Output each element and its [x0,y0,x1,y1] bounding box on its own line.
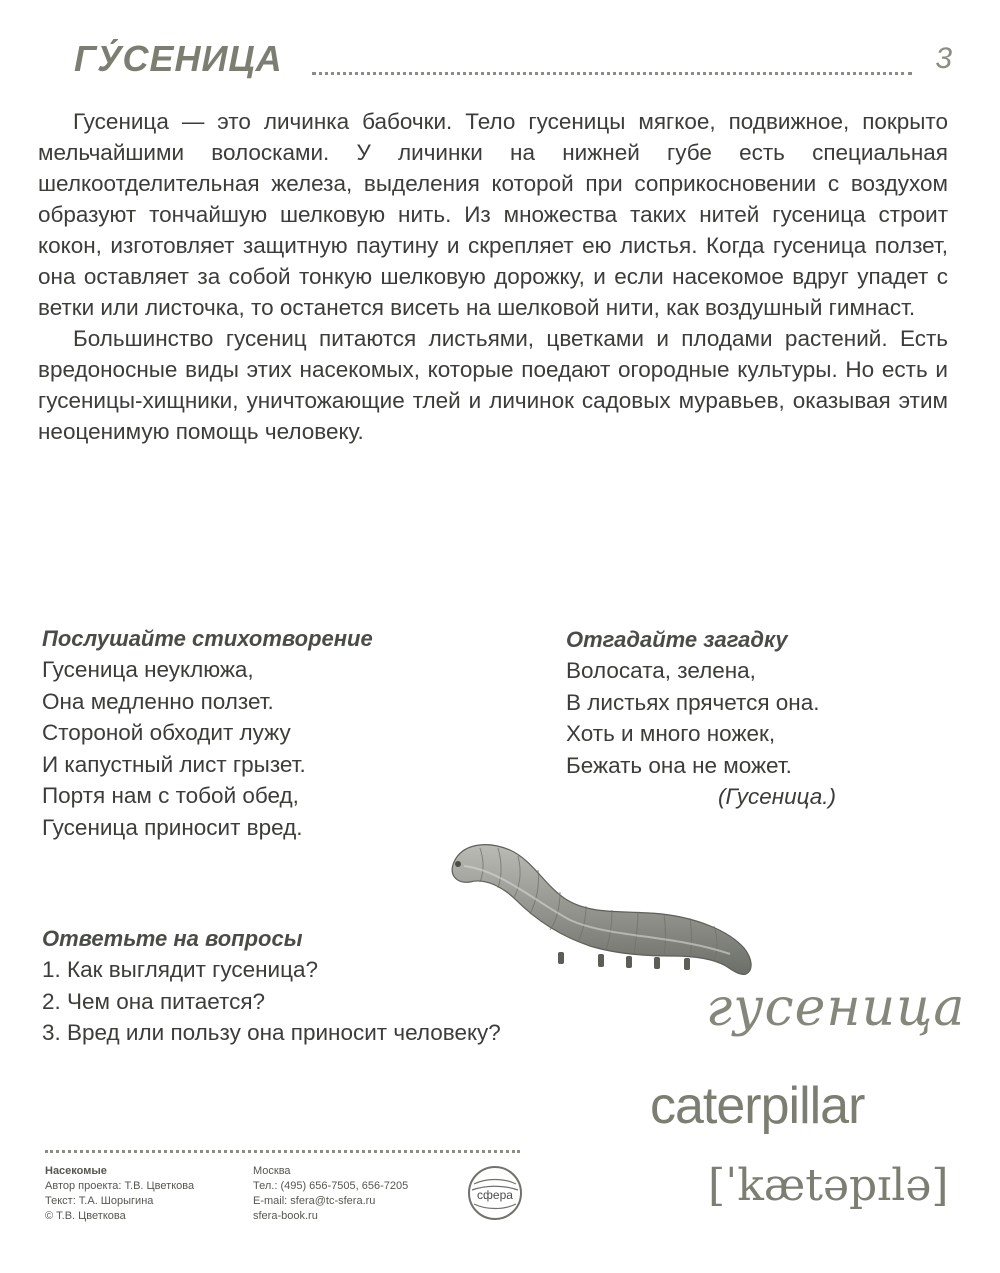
riddle-line: В листьях прячется она. [566,689,820,715]
transcription: [ˈkætəpɪlə] [708,1160,949,1211]
poem-block [42,624,373,843]
poem-line: Портя нам с тобой обед, [42,783,299,808]
footer-contacts [253,1164,408,1224]
riddle-line: Бежать она не может. [566,752,792,778]
poem-line: Она медленно ползет. [42,688,274,714]
sfera-logo-icon [466,1164,524,1222]
page-header [74,38,954,86]
riddle-block [566,625,836,813]
poem-line: Гусеница приносит вред. [42,814,303,840]
logo-text: сфера [477,1188,513,1202]
riddle-answer: (Гусеница.) [718,784,837,809]
questions-heading: Ответьте на вопросы [42,926,303,951]
poem-line: Гусеница неуклюжа, [42,657,254,682]
footer-credits [45,1164,194,1224]
footer-email: E-mail: sfera@tc-sfera.ru [253,1195,376,1207]
footer-credit-line: © Т.В. Цветкова [45,1210,126,1222]
poem-heading: Послушайте стихотворение [42,626,373,651]
footer-city: Москва [253,1165,291,1177]
footer-series: Насекомые [45,1165,107,1177]
page-title: ГУ́СЕНИЦА [74,38,283,79]
footer-dotted-divider [45,1150,520,1153]
footer-credit-line: Текст: Т.А. Шорыгина [45,1195,154,1207]
question-item: 2. Чем она питается? [42,988,266,1014]
footer-website: sfera-book.ru [253,1210,318,1222]
cursive-word: гусеница [706,978,966,1038]
article-paragraph: Гусеница — это личинка бабочки. Тело гусеницы мягкое, подвижное, покрыто мельчайшими волосками. У личинки на нижней губе есть специальная шелкоотделительная железа, выделения которой при соприкосновении с воздухом образуют тончайшую шелковую нить. Из множества таких нитей гусеница строит кокон, изготовляет защитную паутину и скрепляет ею листья. Когда гусеница ползет, она оставляет за собой тонкую шелковую дорожку, и если насекомое вдруг упадет с ветки или листочка, то останется висеть на шелковой нити, как воздушный гимнаст. [38,109,948,320]
english-word: caterpillar [650,1077,865,1135]
riddle-lines [566,655,836,813]
riddle-line: Волосата, зелена, [566,658,756,683]
footer-phone: Тел.: (495) 656-7505, 656-7205 [253,1180,409,1192]
footer-credit-line: Автор проекта: Т.В. Цветкова [45,1180,195,1192]
poem-line: И капустный лист грызет. [42,751,306,777]
question-item: 1. Как выглядит гусеница? [42,957,319,982]
poem-line: Стороной обходит лужу [42,720,291,745]
questions-block [42,924,501,1049]
article-text [38,106,948,447]
questions-list [42,954,501,1049]
title-dotted-leader [312,72,912,75]
riddle-line: Хоть и много ножек, [566,721,776,746]
riddle-heading: Отгадайте загадку [566,627,788,652]
poem-lines [42,654,373,843]
article-paragraph: Большинство гусениц питаются листьями, цветками и плодами растений. Есть вредоносные виды этих насекомых, которые поедают огородные культуры. Но есть и гусеницы-хищники, уничтожающие тлей и личинок садовых муравьев, оказывая этим неоценимую помощь человеку. [38,326,948,444]
question-item: 3. Вред или пользу она приносит человеку? [42,1020,501,1045]
page-number: 3 [935,42,952,75]
